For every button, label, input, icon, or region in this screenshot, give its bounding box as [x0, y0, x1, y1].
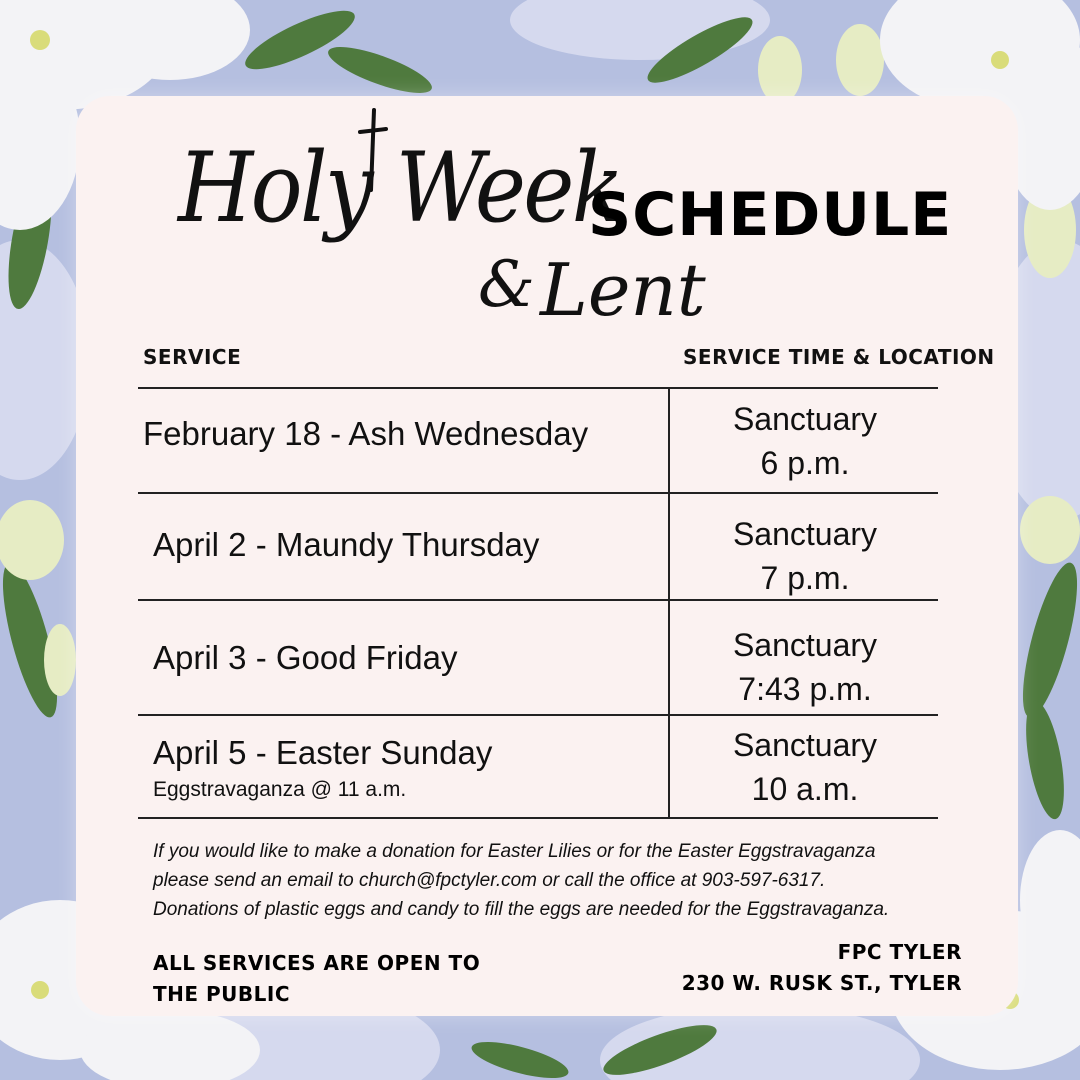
location-time: 7:43 p.m.: [738, 671, 872, 707]
location-place: Sanctuary: [732, 727, 878, 763]
footer-church-address: [640, 937, 962, 999]
header-time-location: SERVICE TIME & LOCATION: [683, 345, 995, 369]
donation-note: [153, 837, 983, 924]
church-address: 230 W. RUSK ST., TYLER: [681, 971, 962, 995]
location-place: Sanctuary: [732, 627, 878, 663]
cross-icon: [356, 108, 390, 192]
header-service: SERVICE: [143, 345, 242, 369]
title-schedule: SCHEDULE: [588, 180, 953, 250]
row-maundy-thursday-service: April 2 - Maundy Thursday: [153, 526, 540, 563]
note-line: please send an email to church@fpctyler.com or call the office at 903-597-6317.: [153, 870, 826, 891]
location-time: 10 a.m.: [751, 771, 859, 807]
location-place: Sanctuary: [732, 401, 878, 437]
row-ash-wednesday-location: [690, 397, 920, 485]
row-easter-sunday-service: April 5 - Easter Sunday: [153, 734, 493, 771]
table-rule: [138, 714, 938, 716]
note-line: If you would like to make a donation for Easter Lilies or for the Easter Eggstravaganza: [153, 841, 876, 862]
table-column-divider: [668, 387, 670, 819]
table-rule: [138, 492, 938, 494]
row-good-friday-location: [690, 623, 920, 711]
location-place: Sanctuary: [732, 516, 878, 552]
footer-line: THE PUBLIC: [153, 982, 291, 1006]
location-time: 6 p.m.: [760, 445, 850, 481]
row-good-friday-service: April 3 - Good Friday: [153, 639, 458, 676]
church-name: FPC TYLER: [837, 940, 962, 964]
row-easter-sunday-subtitle: Eggstravaganza @ 11 a.m.: [153, 778, 407, 801]
title-script-lent: Lent: [540, 248, 706, 332]
footer-open-to-public: [153, 948, 513, 1010]
footer-line: ALL SERVICES ARE OPEN TO: [153, 951, 481, 975]
location-time: 7 p.m.: [760, 560, 850, 596]
table-rule-bottom: [138, 817, 938, 819]
row-maundy-thursday-location: [690, 512, 920, 600]
row-ash-wednesday-service: February 18 - Ash Wednesday: [143, 415, 589, 452]
title-script-ampersand: &: [478, 248, 535, 322]
note-line: Donations of plastic eggs and candy to fill the eggs are needed for the Eggstravaganza.: [153, 899, 890, 920]
title-script-holy-week: Holy Week: [178, 132, 622, 244]
table-rule-top: [138, 387, 938, 389]
row-easter-sunday-location: [690, 723, 920, 811]
